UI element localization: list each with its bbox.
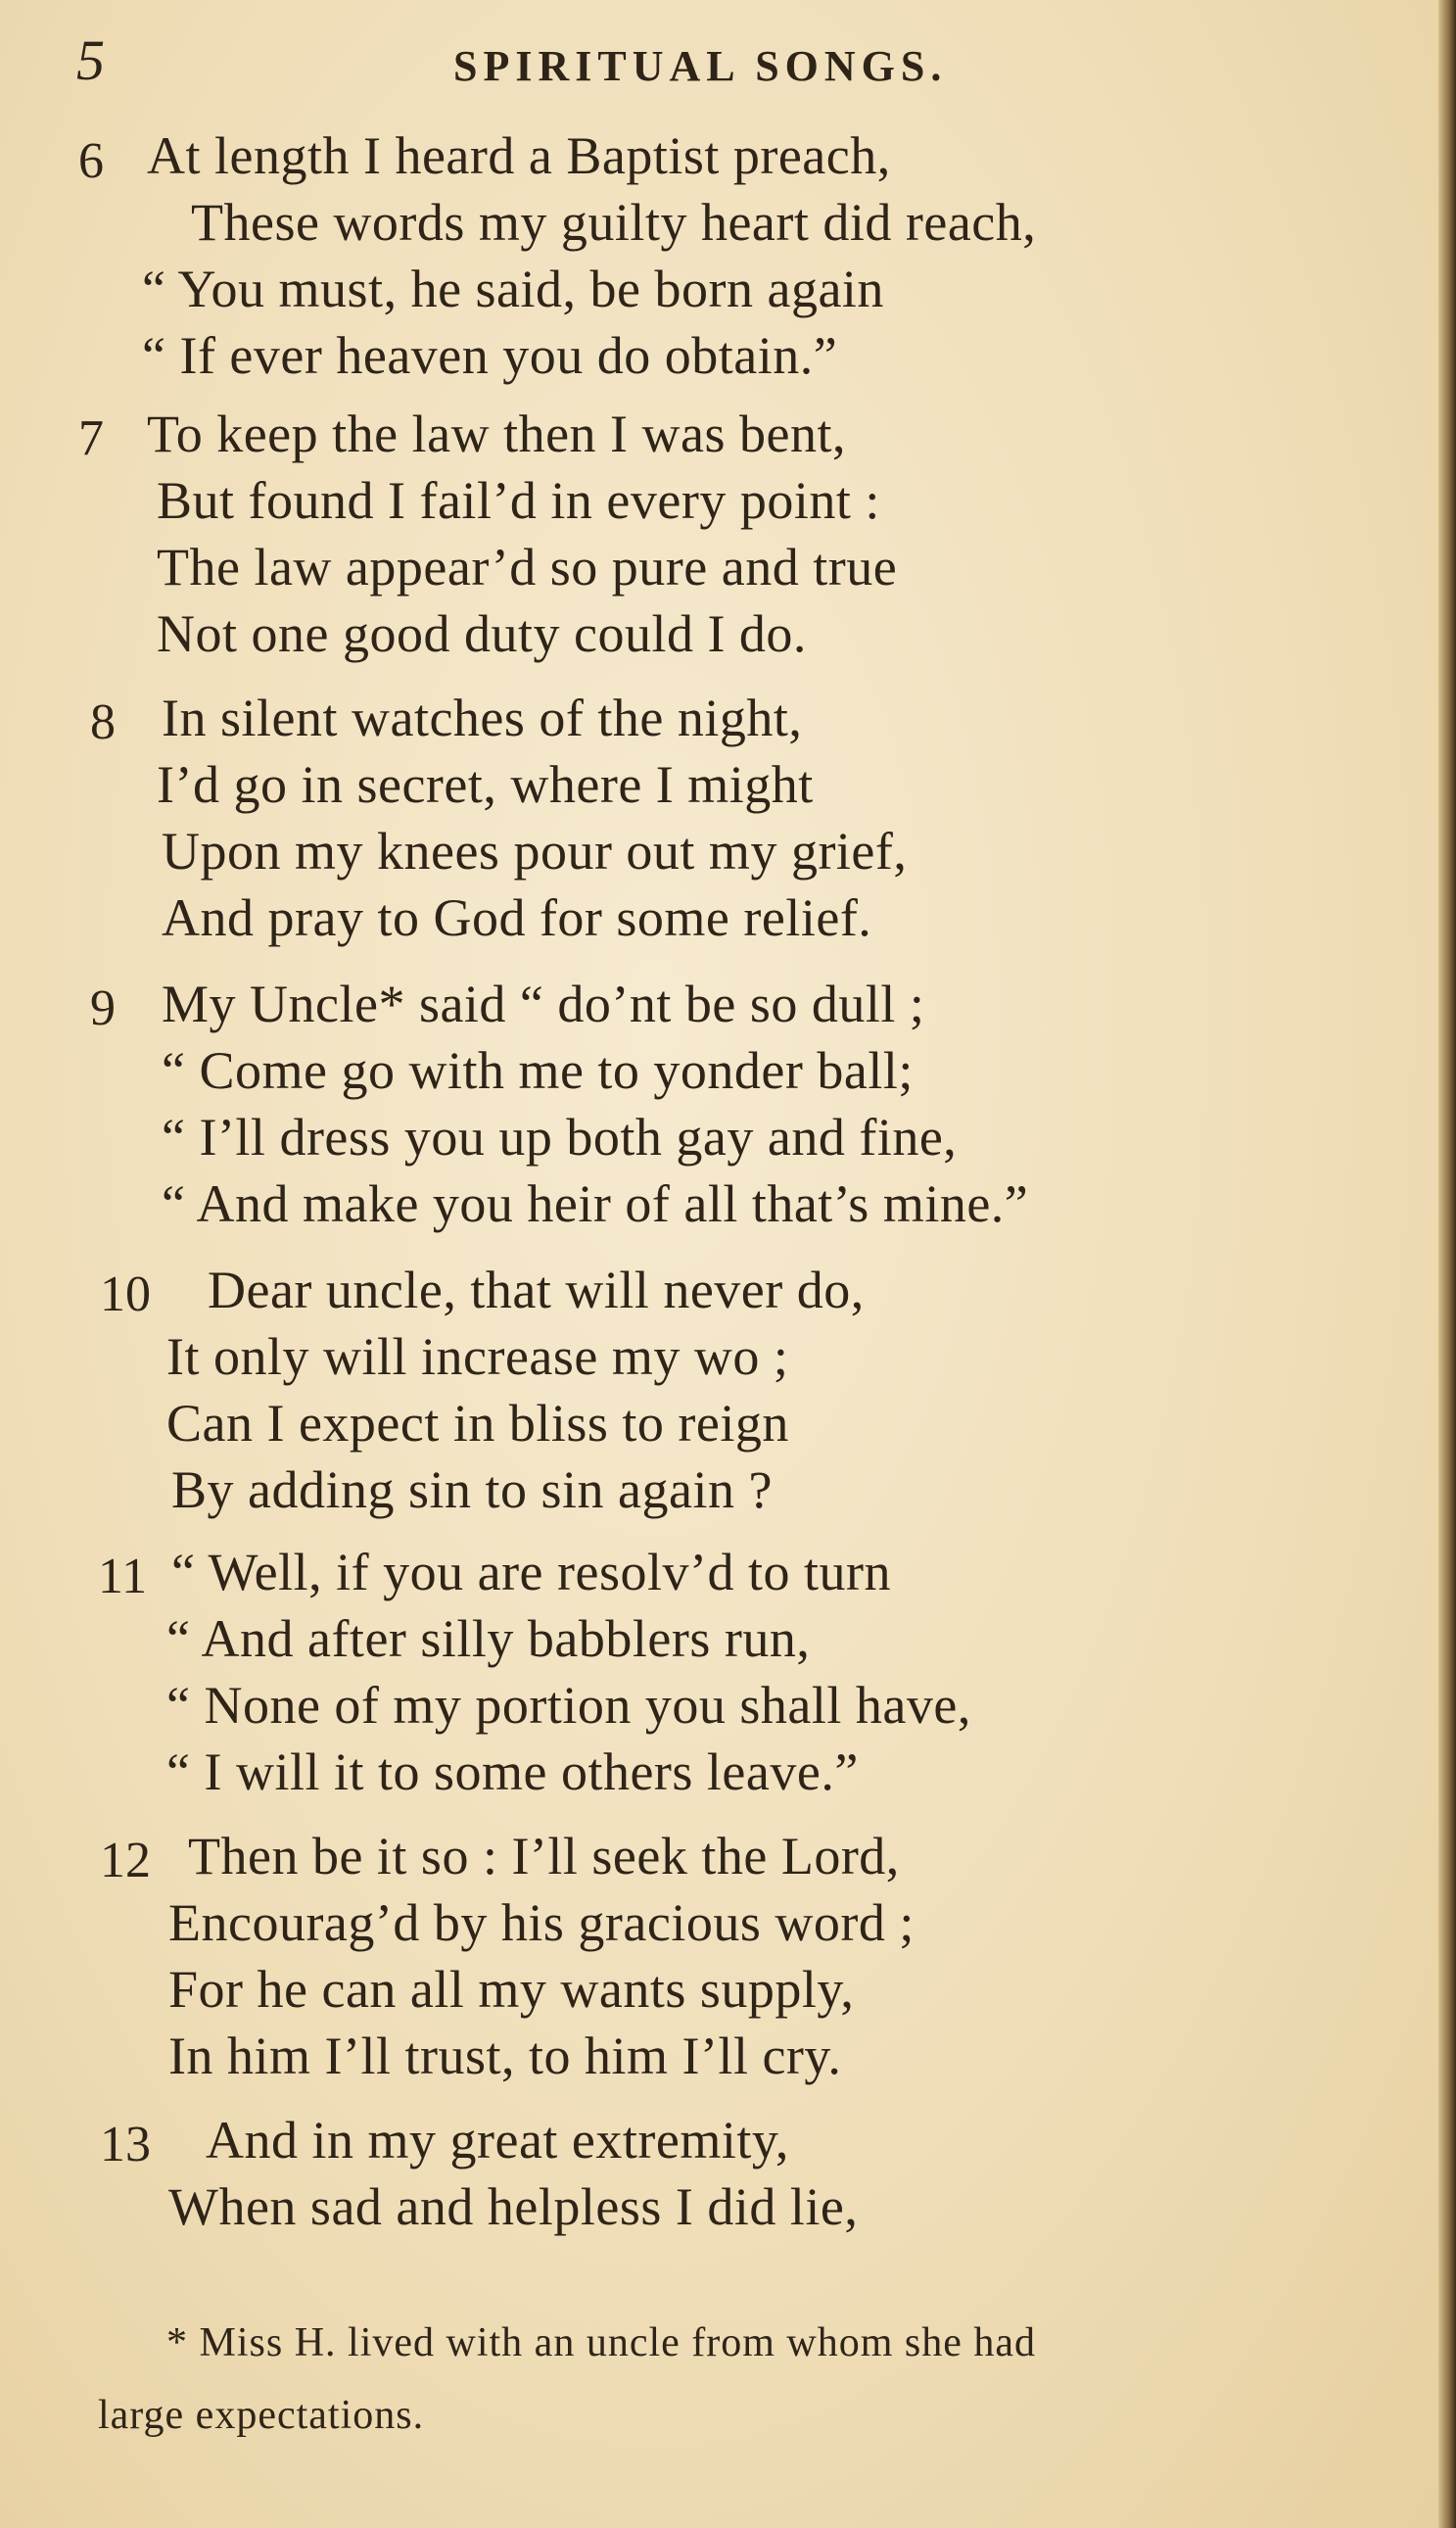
verse-line: To keep the law then I was bent, (147, 405, 846, 463)
verse-line: “ You must, he said, be born again (142, 260, 884, 318)
verse-line: Then be it so : I’ll seek the Lord, (188, 1827, 900, 1885)
verse-line: These words my guilty heart did reach, (191, 193, 1037, 252)
verse-line: When sad and helpless I did lie, (168, 2177, 859, 2236)
verse-line: In silent watches of the night, (162, 689, 803, 747)
verse-line: “ Well, if you are resolv’d to turn (171, 1543, 891, 1601)
page-header (76, 27, 1016, 96)
running-title: SPIRITUAL SONGS. (453, 42, 948, 90)
verse-line: By adding sin to sin again ? (171, 1460, 773, 1519)
verse-number: 10 (100, 1266, 151, 1322)
footnote-line: large expectations. (98, 2393, 425, 2438)
verse-line: Encourag’d by his gracious word ; (168, 1893, 915, 1952)
verse-line: And pray to God for some relief. (162, 888, 872, 947)
verse-line: But found I fail’d in every point : (157, 471, 880, 530)
verse-line: It only will increase my wo ; (166, 1327, 789, 1386)
page-number: 5 (76, 28, 105, 92)
verse-number: 12 (100, 1833, 151, 1888)
verse-line: “ I will it to some others leave.” (166, 1742, 859, 1801)
verse-line: “ None of my portion you shall have, (166, 1676, 971, 1735)
verse-line: “ Come go with me to yonder ball; (162, 1041, 914, 1100)
verse-line: “ And after silly babblers run, (166, 1609, 811, 1668)
verse-line: Not one good duty could I do. (157, 604, 807, 663)
verse-number: 9 (90, 980, 116, 1036)
verse-line: For he can all my wants supply, (168, 1960, 855, 2019)
verse-line: My Uncle* said “ do’nt be so dull ; (162, 975, 925, 1033)
verse-line: In him I’ll trust, to him I’ll cry. (168, 2027, 842, 2085)
verse-line: Can I expect in bliss to reign (166, 1394, 789, 1453)
verse-line: “ And make you heir of all that’s mine.” (162, 1174, 1029, 1233)
verse-number: 7 (78, 410, 104, 466)
footnote (98, 2307, 1420, 2452)
verse-number: 11 (98, 1549, 148, 1604)
page-edge (1438, 0, 1456, 2528)
verse-line: I’d go in secret, where I might (157, 755, 814, 814)
verse-line: At length I heard a Baptist preach, (147, 126, 891, 185)
verse-line: The law appear’d so pure and true (157, 538, 898, 596)
verse-number: 13 (100, 2117, 151, 2172)
verse-line: “ I’ll dress you up both gay and fine, (162, 1108, 958, 1167)
verse-line: Dear uncle, that will never do, (208, 1261, 865, 1319)
verse-number: 6 (78, 133, 104, 189)
verse-number: 8 (90, 694, 116, 750)
verse-line: Upon my knees pour out my grief, (162, 822, 908, 881)
verse-line: And in my great extremity, (206, 2111, 789, 2170)
verse-line: “ If ever heaven you do obtain.” (142, 326, 838, 385)
footnote-line: * Miss H. lived with an uncle from whom she had (166, 2320, 1037, 2365)
